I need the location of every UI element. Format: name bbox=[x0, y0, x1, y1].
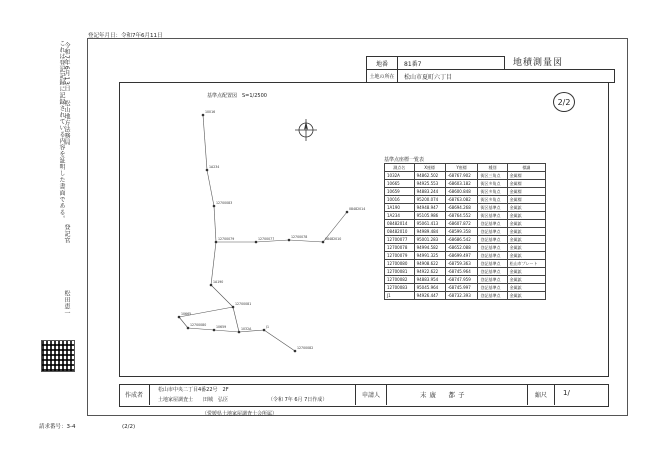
survey-point-label: 12700082 bbox=[297, 346, 314, 350]
table-cell: -68600.848 bbox=[445, 188, 478, 196]
table-cell: 94989.484 bbox=[414, 228, 445, 236]
recorded-date: 登記年月日：令和7年6月11日 bbox=[88, 33, 163, 39]
table-cell: 12700081 bbox=[385, 268, 415, 276]
survey-point bbox=[206, 169, 209, 172]
table-cell: 94948.947 bbox=[414, 204, 445, 212]
survey-point-label: 12700081 bbox=[235, 302, 252, 306]
traverse-line bbox=[289, 240, 323, 242]
table-cell: -68759.363 bbox=[445, 260, 478, 268]
table-row bbox=[385, 284, 546, 292]
author-label: 作成者 bbox=[119, 384, 150, 405]
ref-table-header: Y座標 bbox=[445, 164, 478, 172]
table-cell: 94908.622 bbox=[414, 260, 445, 268]
table-cell: 金属鋲 bbox=[507, 276, 545, 284]
survey-point-label: 08482010 bbox=[325, 237, 342, 241]
table-cell: -68686.542 bbox=[445, 236, 478, 244]
table-cell: 金属鋲 bbox=[507, 212, 545, 220]
author-address: 松山市中央二丁目4番22号 2F bbox=[158, 387, 229, 393]
survey-point-label: 10665 bbox=[181, 312, 192, 316]
table-row bbox=[385, 268, 546, 276]
table-cell: 94925.553 bbox=[414, 180, 445, 188]
scale-value: 1/ bbox=[563, 389, 570, 397]
qr-code bbox=[41, 340, 75, 372]
ref-table-header: X座標 bbox=[414, 164, 445, 172]
table-cell: -68732.393 bbox=[445, 292, 478, 300]
ref-table-header: 種別 bbox=[478, 164, 507, 172]
table-cell: 街区基準点 bbox=[478, 204, 507, 212]
table-row bbox=[385, 244, 546, 252]
survey-point bbox=[294, 350, 297, 353]
table-cell: 松山市プレート bbox=[507, 260, 545, 268]
table-row bbox=[385, 172, 546, 180]
table-cell: 12700079 bbox=[385, 252, 415, 260]
document-title: 地積測量図 bbox=[513, 58, 564, 68]
location-value: 松山市夏町六丁目 bbox=[397, 69, 615, 83]
traverse-line bbox=[207, 170, 214, 206]
table-row bbox=[385, 228, 546, 236]
registrar-name: 松田恵一 bbox=[63, 290, 70, 316]
survey-point bbox=[187, 327, 190, 330]
table-cell: 金属鋲 bbox=[507, 292, 545, 300]
table-cell: 94922.622 bbox=[414, 268, 445, 276]
table-cell: 08482010 bbox=[385, 228, 415, 236]
table-cell: 金属鋲 bbox=[507, 268, 545, 276]
survey-point-label: 10016 bbox=[205, 110, 216, 114]
ref-table bbox=[384, 163, 546, 300]
table-cell: 街区多角点 bbox=[478, 180, 507, 188]
table-cell: 95061.413 bbox=[414, 220, 445, 228]
survey-point-label: 08482014 bbox=[349, 207, 366, 211]
table-cell: 街区多角点 bbox=[478, 188, 507, 196]
table-cell: 登記基準点 bbox=[478, 260, 507, 268]
table-cell: 登記基準点 bbox=[478, 228, 507, 236]
table-cell: -68763.082 bbox=[445, 196, 478, 204]
survey-point bbox=[213, 205, 216, 208]
table-cell: 金属鋲 bbox=[507, 228, 545, 236]
table-cell: 10665 bbox=[385, 180, 415, 188]
ref-table-header: 測点名 bbox=[385, 164, 415, 172]
scale-label: 縮尺 bbox=[527, 384, 555, 405]
survey-point bbox=[288, 239, 291, 242]
table-cell: 12700080 bbox=[385, 260, 415, 268]
table-cell: 登記基準点 bbox=[478, 292, 507, 300]
survey-point-label: J1 bbox=[266, 325, 269, 329]
table-cell: 94926.447 bbox=[414, 292, 445, 300]
table-row bbox=[385, 180, 546, 188]
survey-point-label: 1A190 bbox=[213, 280, 224, 284]
ref-table-header: 標識 bbox=[507, 164, 545, 172]
table-cell: -68747.959 bbox=[445, 276, 478, 284]
lot-value: 81番7 bbox=[397, 56, 505, 70]
table-cell: 95105.986 bbox=[414, 212, 445, 220]
table-cell: 金属鋲 bbox=[507, 204, 545, 212]
table-cell: 金属鋲 bbox=[507, 284, 545, 292]
table-cell: -68694.268 bbox=[445, 204, 478, 212]
location-label: 土地の所在 bbox=[366, 69, 398, 83]
table-cell: 登記基準点 bbox=[478, 276, 507, 284]
traverse-line bbox=[214, 330, 239, 332]
survey-point-label: 12700079 bbox=[218, 237, 235, 241]
traverse-line bbox=[214, 206, 216, 242]
association: （愛媛県土地家屋調査士会所属） bbox=[202, 411, 278, 417]
table-cell: 08482014 bbox=[385, 220, 415, 228]
table-cell: 1032A bbox=[385, 172, 415, 180]
survey-point-label: 1032A bbox=[241, 327, 252, 331]
table-row bbox=[385, 260, 546, 268]
table-cell: -68603.182 bbox=[445, 180, 478, 188]
table-cell: 95200.074 bbox=[414, 196, 445, 204]
table-cell: 金属標 bbox=[507, 196, 545, 204]
table-row bbox=[385, 204, 546, 212]
table-cell: 94862.502 bbox=[414, 172, 445, 180]
table-row bbox=[385, 188, 546, 196]
survey-point bbox=[322, 241, 325, 244]
table-row bbox=[385, 252, 546, 260]
table-cell: 街区基準点 bbox=[478, 212, 507, 220]
survey-point bbox=[178, 316, 181, 319]
table-cell: -68607.872 bbox=[445, 220, 478, 228]
table-cell: 10016 bbox=[385, 196, 415, 204]
table-cell: 街区三角点 bbox=[478, 172, 507, 180]
table-cell: -68652.088 bbox=[445, 244, 478, 252]
survey-point bbox=[202, 114, 205, 117]
table-cell: 登記基準点 bbox=[478, 244, 507, 252]
office-name: 松山地方法務局 bbox=[63, 100, 70, 146]
table-cell: -68767.902 bbox=[445, 172, 478, 180]
ref-table-title: 基準点座標一覧表 bbox=[384, 157, 425, 163]
survey-point bbox=[238, 331, 241, 334]
table-cell: 金属鋲 bbox=[507, 220, 545, 228]
traverse-line bbox=[233, 307, 239, 332]
table-cell: 12700082 bbox=[385, 276, 415, 284]
survey-point bbox=[346, 211, 349, 214]
table-cell: J1 bbox=[385, 292, 415, 300]
table-cell: 金属標 bbox=[507, 180, 545, 188]
table-cell: 登記基準点 bbox=[478, 220, 507, 228]
table-cell: 1A234 bbox=[385, 212, 415, 220]
table-cell: 12700077 bbox=[385, 236, 415, 244]
survey-point bbox=[232, 306, 235, 309]
page-indicator: 2/2 bbox=[553, 92, 575, 112]
certification-text: これは登記記録に記録されている内容を証明した書面である。 bbox=[58, 40, 65, 222]
author-date: （令和 7年 6月 7日作成） bbox=[268, 397, 328, 403]
table-cell: 12700078 bbox=[385, 244, 415, 252]
table-cell: 94883.244 bbox=[414, 188, 445, 196]
page-count: (2/2) bbox=[122, 424, 136, 430]
survey-point bbox=[215, 241, 218, 244]
traverse-line bbox=[203, 115, 207, 170]
survey-point-label: 10659 bbox=[216, 325, 227, 329]
table-cell: 金属鋲 bbox=[507, 252, 545, 260]
table-cell: 94883.954 bbox=[414, 276, 445, 284]
table-cell: 10659 bbox=[385, 188, 415, 196]
survey-point-label: 12700080 bbox=[190, 323, 207, 327]
survey-point bbox=[210, 284, 213, 287]
table-cell: -68745.997 bbox=[445, 284, 478, 292]
table-cell: 金属標 bbox=[507, 172, 545, 180]
registrar-title: 登記官 bbox=[63, 224, 70, 244]
table-cell: -68599.358 bbox=[445, 228, 478, 236]
traverse-line bbox=[211, 242, 216, 285]
table-cell: 12700083 bbox=[385, 284, 415, 292]
survey-point bbox=[213, 329, 216, 332]
certification-date: 令和7年6月13日 bbox=[63, 42, 70, 92]
table-row bbox=[385, 220, 546, 228]
table-cell: 登記基準点 bbox=[478, 268, 507, 276]
survey-point-label: 12700077 bbox=[258, 237, 275, 241]
table-cell: 金属鋲 bbox=[507, 244, 545, 252]
table-cell: 登記基準点 bbox=[478, 236, 507, 244]
survey-point bbox=[255, 241, 258, 244]
table-cell: 登記基準点 bbox=[478, 252, 507, 260]
table-row bbox=[385, 212, 546, 220]
table-row bbox=[385, 292, 546, 300]
request-number: 請求番号：3-4 bbox=[39, 424, 76, 430]
author-name: 土地家屋調査士 田城 弘臣 bbox=[158, 397, 229, 403]
table-cell: 94994.582 bbox=[414, 244, 445, 252]
table-cell: 金属鋲 bbox=[507, 236, 545, 244]
table-cell: 95045.964 bbox=[414, 284, 445, 292]
survey-point bbox=[263, 329, 266, 332]
traverse-line bbox=[179, 317, 188, 328]
table-row bbox=[385, 276, 546, 284]
table-cell: 94991.325 bbox=[414, 252, 445, 260]
table-cell: -68764.552 bbox=[445, 212, 478, 220]
table-cell: 金属標 bbox=[507, 188, 545, 196]
survey-point-label: 12700083 bbox=[216, 201, 233, 205]
map-title: 基準点配置図 S=1/2500 bbox=[207, 93, 267, 99]
table-row bbox=[385, 196, 546, 204]
table-cell: 1A190 bbox=[385, 204, 415, 212]
traverse-line bbox=[264, 330, 295, 351]
table-cell: 登記基準点 bbox=[478, 284, 507, 292]
applicant-label: 申請人 bbox=[355, 384, 387, 405]
table-cell: -68745.964 bbox=[445, 268, 478, 276]
table-row bbox=[385, 236, 546, 244]
table-cell: -68699.497 bbox=[445, 252, 478, 260]
survey-point-label: 12700078 bbox=[291, 235, 308, 239]
traverse-line bbox=[188, 328, 214, 330]
survey-point-label: 1A234 bbox=[209, 165, 220, 169]
table-cell: 95001.283 bbox=[414, 236, 445, 244]
applicant-name: 末廣 都子 bbox=[420, 391, 468, 399]
table-cell: 街区多角点 bbox=[478, 196, 507, 204]
traverse-line bbox=[211, 285, 233, 307]
lot-label: 地番 bbox=[366, 56, 398, 70]
